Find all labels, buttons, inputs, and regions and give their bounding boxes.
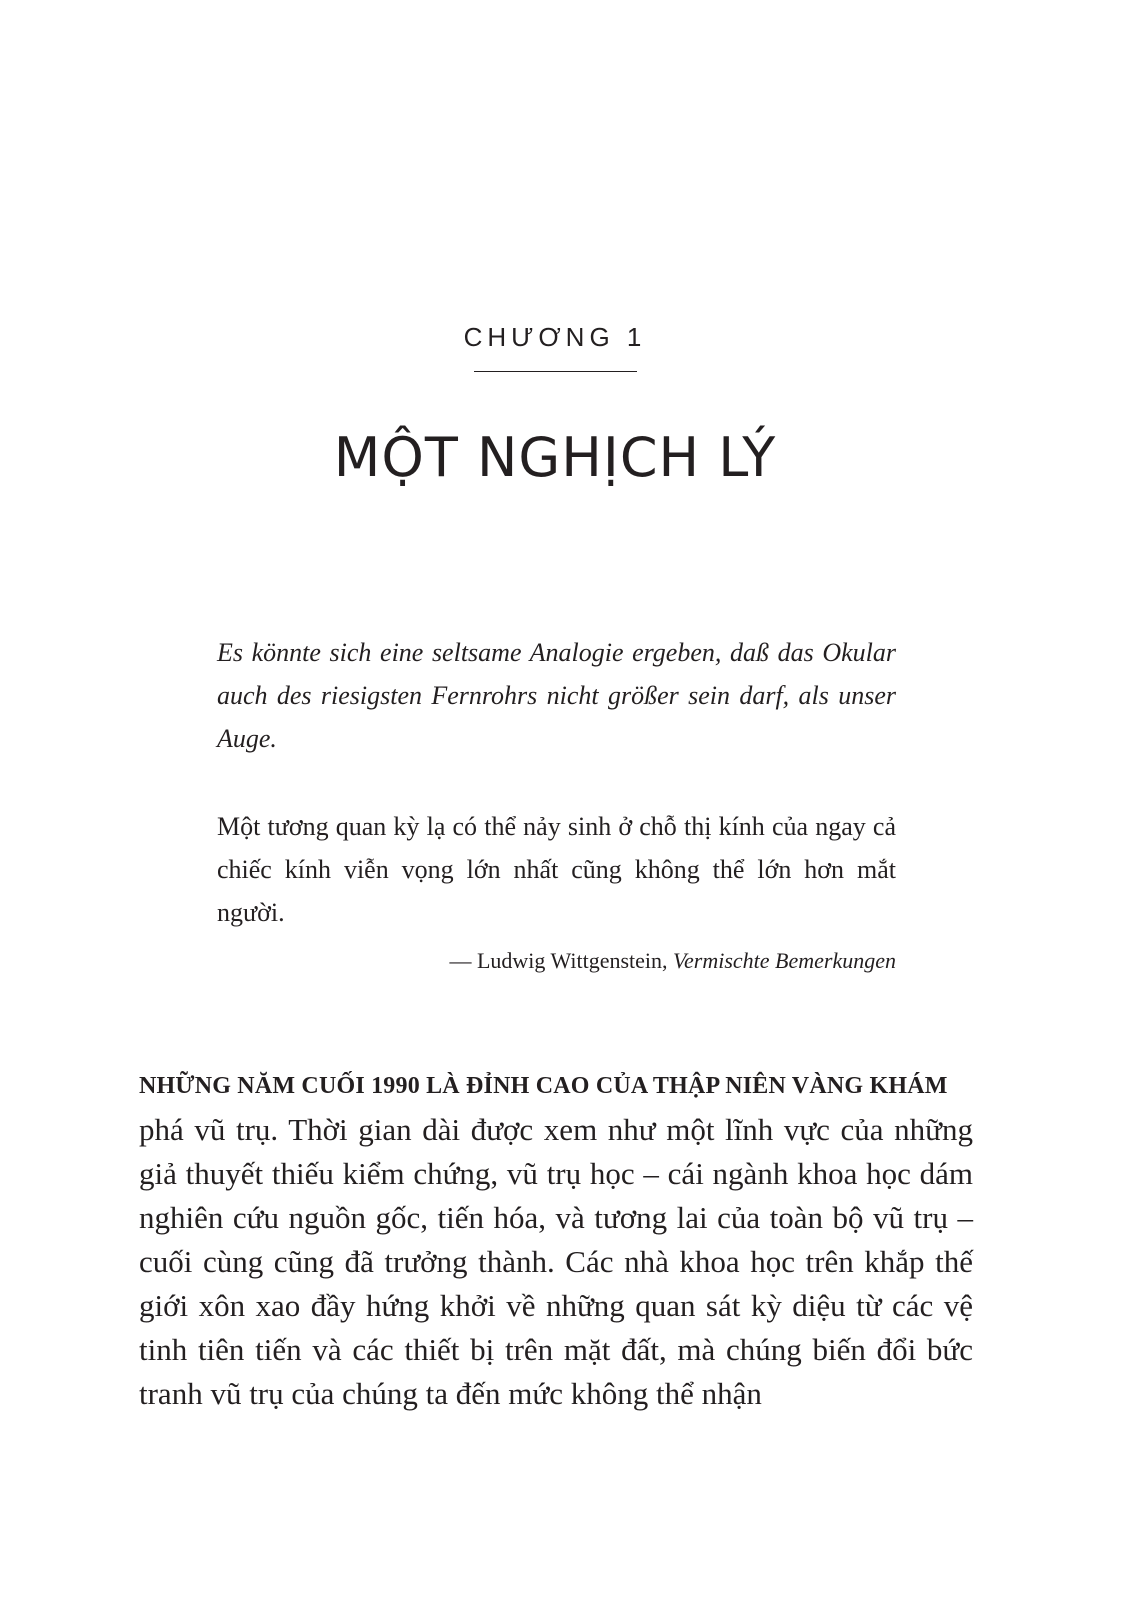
paragraph-lead-in: NHỮNG NĂM CUỐI 1990 LÀ ĐỈNH CAO CỦA THẬP NIÊN VÀNG KHÁM — [139, 1073, 948, 1099]
epigraph-german-quote: Es könnte sich eine seltsame Analogie ergeben, daß das Okular auch des riesigsten Fernrohrs nicht größer sein darf, als unser Auge. — [217, 638, 896, 753]
chapter-label: CHƯƠNG 1 — [463, 322, 647, 352]
epigraph-vietnamese-translation: Một tương quan kỳ lạ có thể nảy sinh ở chỗ thị kính của ngay cả chiếc kính viễn vọng lớn nhất cũng không thể lớn hơn mắt người. — [217, 812, 896, 927]
chapter-divider — [474, 371, 637, 372]
chapter-title: MỘT NGHỊCH LÝ — [333, 426, 777, 489]
attribution-work-title: Vermischte Bemerkungen — [673, 948, 896, 973]
epigraph-attribution — [449, 948, 896, 974]
body-paragraph — [139, 1061, 973, 1416]
paragraph-text: phá vũ trụ. Thời gian dài được xem như một lĩnh vực của những giả thuyết thiếu kiểm chứng, vũ trụ học – cái ngành khoa học dám nghiên cứu nguồn gốc, tiến hóa, và tương lai của toàn bộ vũ trụ – cuối cùng cũng đã trưởng thành. Các nhà khoa học trên khắp thế giới xôn xao đầy hứng khởi về những quan sát kỳ diệu từ các vệ tinh tiên tiến và các thiết bị trên mặt đất, mà chúng biến đổi bức tranh vũ trụ của chúng ta đến mức không thể nhận — [139, 1112, 973, 1411]
attribution-author: — Ludwig Wittgenstein, — [449, 948, 674, 973]
